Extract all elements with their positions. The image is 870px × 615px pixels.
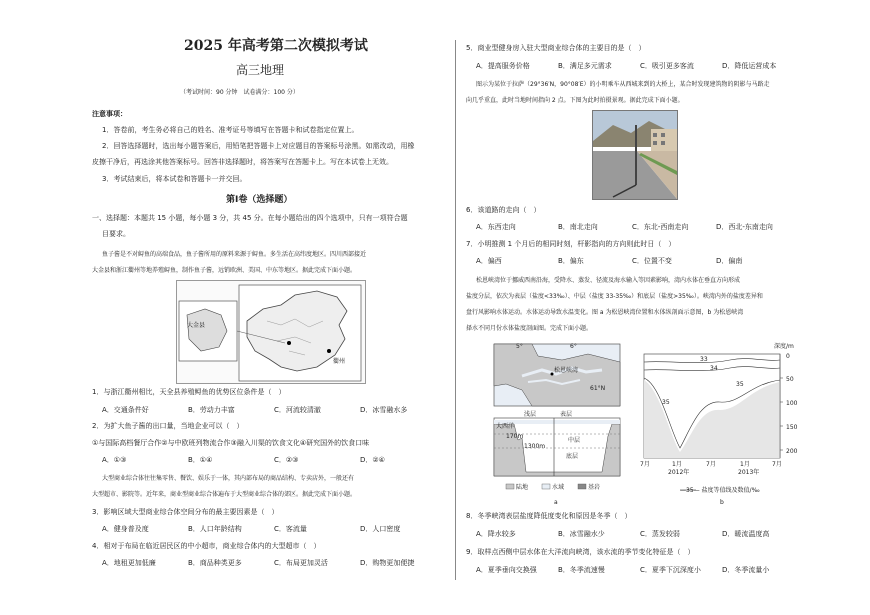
figure-b-contour-label: 35 [662,399,670,406]
passage-line: 大型商业综合体往往集零售、餐饮、娱乐于一体，其内部布局的商品结构、专卖店外，一般还有 [102,475,355,482]
part1-instruction: 目要求。 [102,230,130,238]
q2-option-c: C．②③ [274,456,299,464]
q3-option-d: D．人口密度 [360,525,401,533]
figure-a-lon-left: 5° [516,343,523,350]
figure-b-contour-label: 34 [710,365,718,372]
figure-b-y-tick: 0 [786,353,790,360]
q4-option-a: A．地租更加低廉 [102,559,156,567]
q7-option-c: C．位置不变 [632,257,672,265]
q7-option-a: A．偏西 [476,257,502,265]
question-4-stem: 4．相对于布局在临近居民区的中小超市，商业综合体内的大型超市（ ） [92,542,321,550]
q4-option-c: C．布局更加灵活 [274,559,328,567]
left-column [88,0,450,615]
passage-line: 向几乎重直，此时当地时间指向 2 点。下图为此时拍摄景观。据此完成下面小题。 [466,97,684,104]
salinity-profile-chart [640,340,808,508]
map-label-right: 衢州 [333,358,346,365]
china-map-outline [177,281,365,383]
figure-b-x-tick: 7月 [706,461,716,468]
q1-option-a: A．交通条件好 [102,406,149,414]
map-label-left: 大金县 [187,322,206,329]
figure-b-y-tick: 50 [786,376,794,383]
figure-b-legend: —35— 盐度等值线及数值/‰ [680,487,760,494]
question-9-stem: 9．取样点西侧中层水体在大洋流向峡湾，该水流的季节变化特征是（ ） [466,548,695,556]
china-map [176,280,366,384]
question-3-stem: 3．影响区域大型商业综合体空间分布的最主要因素是（ ） [92,508,279,516]
q9-option-c: C．夏季下沉深度小 [640,566,701,574]
note-item: 3．考试结束后，将本试卷和答题卡一并交回。 [102,175,247,183]
passage-line: 择水不同月份水体盐度剖面图。完成下面小题。 [466,325,593,332]
passage-line: 图示为某位于拉萨（29°36′N，90°08′E）的小明乘车从西城来到的大桥上，某合时发现建筑物的阴影与马路走 [476,81,770,88]
passage-line: 大型超市、影院等。近年来，商业型商业综合体遍布于大型商业综合体的郊区。据此完成下面小题。 [92,491,357,498]
figure-b-contour-label: 33 [700,356,708,363]
figure-a [492,340,622,508]
figure-a-mid-label: 中层 [568,437,581,444]
q5-option-b: B．满足多元需求 [558,62,612,70]
q8-option-c: C．蒸发较弱 [640,530,680,538]
q5-option-d: D．降低运营成本 [722,62,777,70]
question-7-stem: 7．小明推测 1 个月后的相同时刻，杆影指向的方向则此时日（ ） [466,240,676,248]
figure-b [640,340,808,508]
figure-b-year: 2012年 [668,469,690,476]
q5-option-c: C．吸引更多客流 [640,62,694,70]
figure-b-y-tick: 150 [786,424,798,431]
figure-b-x-tick: 1月 [740,461,750,468]
exam-info: （考试时间：90 分钟 试卷满分：100 分） [180,89,299,96]
exam-title: 2025 年高考第二次模拟考试 [184,38,368,54]
q1-option-d: D．冰雪融水多 [360,406,408,414]
passage-line: 盘行风影响水体运动。水体运动导致水温变化。图 a 为松恩峡湾位置和水体纵剖面示意图，b 为松恩峡湾 [466,309,744,316]
figure-b-x-tick: 7月 [640,461,650,468]
question-5-stem: 5．商业型健身房入驻大型商业综合体的主要目的是（ ） [466,44,646,52]
note-item: 皮擦干净后，再选涂其他答案标号。回答非选择题时，将答案写在答题卡上。写在本试卷上无效。 [92,158,393,166]
column-divider [455,40,456,580]
figure-b-x-tick: 7月 [772,461,782,468]
passage-line: 盐度分层，依次为表层（盐度<33‰）、中层（盐度 33-35‰）和底层（盐度>35‰）。峡湾内外的盐度差异和 [466,293,763,300]
figure-a-depth1: 170m [506,433,524,440]
street-photo-illustration [593,111,677,199]
q8-option-b: B．冰雪融水少 [558,530,605,538]
part1-instruction: 一、选择题：本题共 15 小题，每小题 3 分，共 45 分。在每小题给出的四个选项中，只有一项符合题 [92,214,408,222]
figure-a-fjord-label: 松恩峡湾 [554,367,579,374]
passage-line: 松恩峡湾位于挪威西南沿海，受降水、蒸发、径流及海水输入等因素影响，湾内水体在垂直方向形成 [476,277,741,284]
notes-heading: 注意事项： [92,110,127,118]
note-item: 2．回答选择题时，选出每小题答案后，用铅笔把答题卡上对应题目的答案标号涂黑。如需改动，用橡 [102,142,415,150]
q3-option-c: C．客流量 [274,525,307,533]
exam-subtitle: 高三地理 [236,63,285,77]
q4-option-b: B．商品种类更多 [188,559,242,567]
figure-a-lon-right: 6° [570,343,577,350]
figure-a-caption: a [554,499,558,506]
q9-option-d: D．冬季流量小 [722,566,770,574]
q1-option-c: C．河流较清澈 [274,406,321,414]
question-8-stem: 8．冬季峡湾表层盐度降低度变化和原因是冬季（ ） [466,512,632,520]
q1-option-b: B．劳动力丰富 [188,406,235,414]
q4-option-d: D．购物更加便捷 [360,559,415,567]
part1-heading: 第Ⅰ卷（选择题） [226,195,293,205]
question-6-stem: 6．该道路的走向（ ） [466,206,541,214]
figure-b-x-tick: 1月 [672,461,682,468]
q6-option-d: D．西北-东南走向 [716,223,773,231]
question-2-list: ①与国际高档餐厅合作②与中欧班列物流合作③融入川渠的饮食文化④研究国外的饮食口味 [92,439,370,447]
q6-option-a: A．东西走向 [476,223,516,231]
q7-option-b: B．偏东 [558,257,584,265]
q3-option-b: B．人口年龄结构 [188,525,242,533]
figure-a-legend-land: 陆地 [516,484,529,491]
question-1-stem: 1．与浙江衢州相比，天全县养殖鲟鱼的优势区位条件是（ ） [92,388,286,396]
figure-b-depth-label: 深度/m [774,343,794,350]
figure-a-shallow-label: 浅层 [524,411,537,418]
figure-a-legend-rock: 基岩 [588,484,601,491]
figure-a-bottom-label: 底层 [566,453,579,460]
q8-option-a: A．降水较多 [476,530,516,538]
right-column [462,0,808,615]
q7-option-d: D．偏南 [716,257,743,265]
q2-option-d: D．②④ [360,456,385,464]
q2-option-b: B．①④ [188,456,213,464]
question-2-stem: 2．为扩大鱼子酱的出口量，当地企业可以（ ） [92,422,244,430]
q5-option-a: A．提高服务价格 [476,62,530,70]
figure-a-surface-label: 表层 [560,411,573,418]
figure-b-year: 2013年 [738,469,760,476]
passage-line: 鱼子酱是不对鲟鱼的高端食品，鱼子酱所用的原料来源于鲟鱼。多生活在高纬度地区。四川西部接近 [102,251,367,258]
q3-option-a: A．健身普及度 [102,525,149,533]
q9-option-b: B．冬季流速慢 [558,566,605,574]
figure-a-ocean-label: 大西洋 [496,423,515,430]
figure-b-y-tick: 100 [786,400,798,407]
figure-a-depth2: 1300m [524,443,546,450]
passage-line: 大金县和浙江衢州等地养殖鲟鱼，制作鱼子酱，远销欧洲、美国、中东等地区。据此完成下面小题。 [92,267,357,274]
note-item: 1．答卷前，考生务必将自己的姓名、准考证号等填写在答题卡和试卷指定位置上。 [102,126,359,134]
q6-option-b: B．南北走向 [558,223,598,231]
q2-option-a: A．①③ [102,456,127,464]
q8-option-d: D．暖流温度高 [722,530,770,538]
figure-a-lat: 61°N [590,385,606,392]
figure-a-legend-water: 水域 [552,484,565,491]
street-photo [592,110,678,200]
figure-b-caption: b [720,499,724,506]
q9-option-a: A．夏季垂向交换强 [476,566,537,574]
figure-b-contour-label: 35 [736,381,744,388]
q6-option-c: C．东北-西南走向 [632,223,689,231]
figure-b-y-tick: 200 [786,448,798,455]
